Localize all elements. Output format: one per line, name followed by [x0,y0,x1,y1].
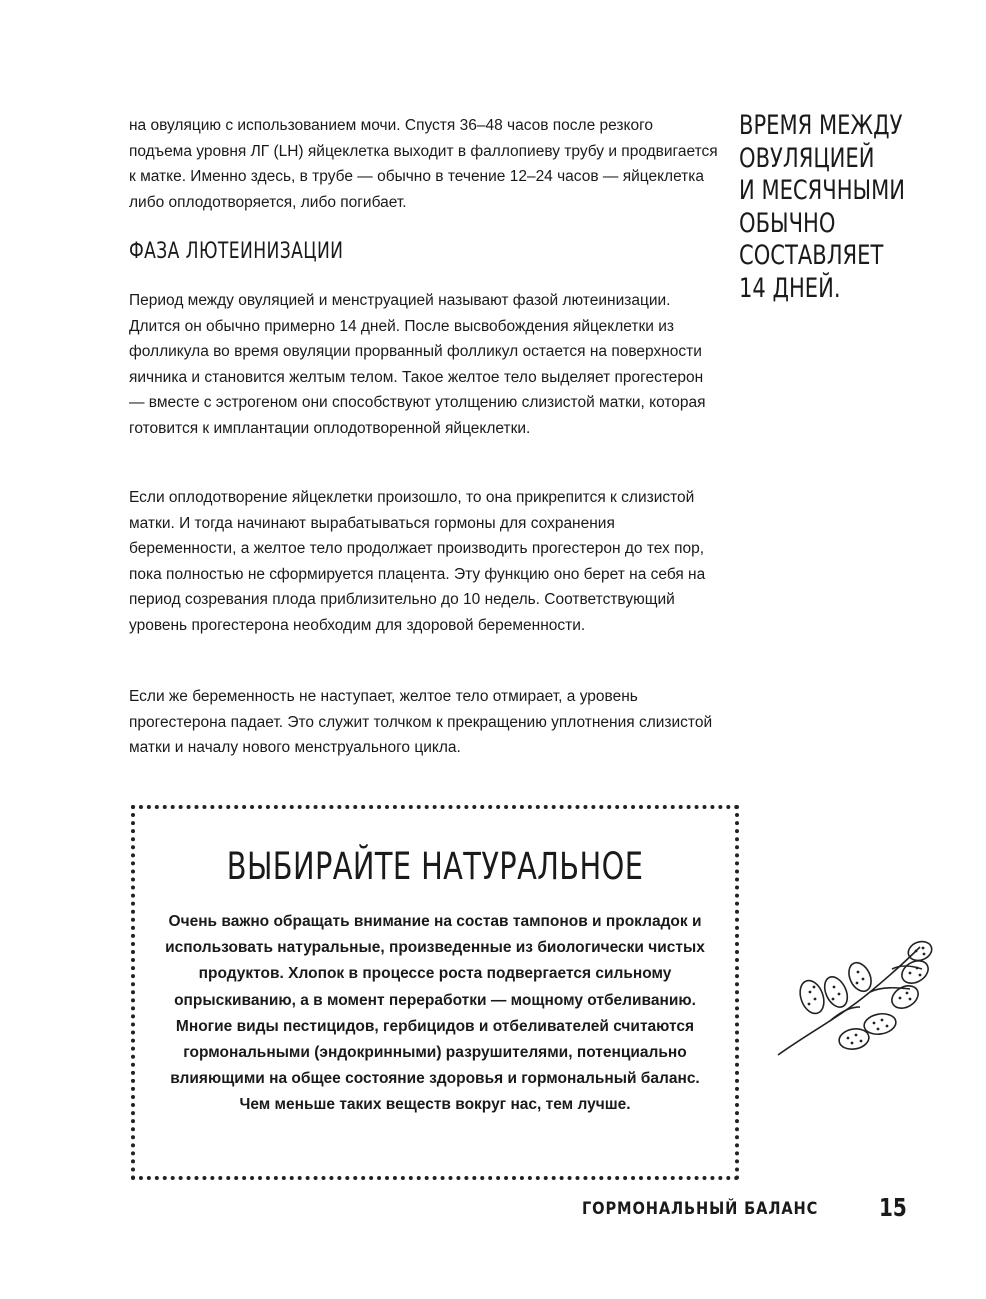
callout-title [135,845,735,888]
callout-text: Очень важно обращать внимание на состав тампонов и прокладок и использовать натуральные, произведенные из биологически чистых продуктов. Хлопок в процессе роста подвергается сильному опрыскиванию, а в момент переработки — мощному отбеливанию. Многие виды пестицидов, гербицидов и отбеливателей считаются гормональными (эндокринными) разрушителями, потенциально влияющими на общее состояние здоровья и гормональный баланс. Чем меньше таких веществ вокруг нас, тем лучше. [165,913,705,1114]
page-number: 15 [879,1193,907,1222]
sidebar-line: СОСТАВЛЯЕТ [739,240,884,272]
paragraph-luteal-phase: Период между овуляцией и менструацией называют фазой лютеинизации. Длится он обычно примерно 14 дней. После высвобождения яйцеклетки из фолликула во время овуляции прорванный фолликул остается на поверхности яичника и становится желтым телом. Такое желтое тело выделяет прогестерон — вместе с эстрогеном они способствуют утолщению слизистой матки, которая готовится к имплантации оплодотворенной яйцеклетки. [129,292,706,437]
callout-box [131,805,739,1180]
callout-title-text: ВЫБИРАЙТЕ НАТУРАЛЬНОЕ [226,845,644,888]
intro-paragraph: на овуляцию с использованием мочи. Спустя 36–48 часов после резкого подъема уровня ЛГ (LH) яйцеклетка выходит в фаллопиеву трубу и продвигается к матке. Именно здесь, в трубе — обычно в течение 12–24 часов — яйцеклетка либо оплодотворяется, либо погибает. [129,117,718,211]
leaf-branch-icon [770,937,940,1062]
sidebar-line: 14 ДНЕЙ. [739,272,841,304]
sidebar-pull-quote [739,110,926,306]
paragraph-no-pregnancy: Если же беременность не наступает, желтое тело отмирает, а уровень прогестерона падает. Это служит толчком к прекращению уплотнения слизистой матки и началу нового менструального цикла. [129,688,713,756]
section-heading: ФАЗА ЛЮТЕИНИЗАЦИИ [129,239,344,264]
running-footer-title: ГОРМОНАЛЬНЫЙ БАЛАНС [582,1199,819,1219]
sidebar-line: ОБЫЧНО [739,207,836,239]
sidebar-line: ВРЕМЯ МЕЖДУ [739,110,903,141]
sidebar-line: И МЕСЯЧНЫМИ [739,175,906,207]
paragraph-fertilization: Если оплодотворение яйцеклетки произошло, то она прикрепится к слизистой матки. И тогда начинают вырабатываться гормоны для сохранения беременности, а желтое тело продолжает производить прогестерон до тех пор, пока полностью не сформируется плацента. Эту функцию оно берет на себя на период созревания плода приблизительно до 10 недель. Соответствующий уровень прогестерона необходим для здоровой беременности. [129,489,706,634]
sidebar-line: ОВУЛЯЦИЕЙ [739,142,875,174]
